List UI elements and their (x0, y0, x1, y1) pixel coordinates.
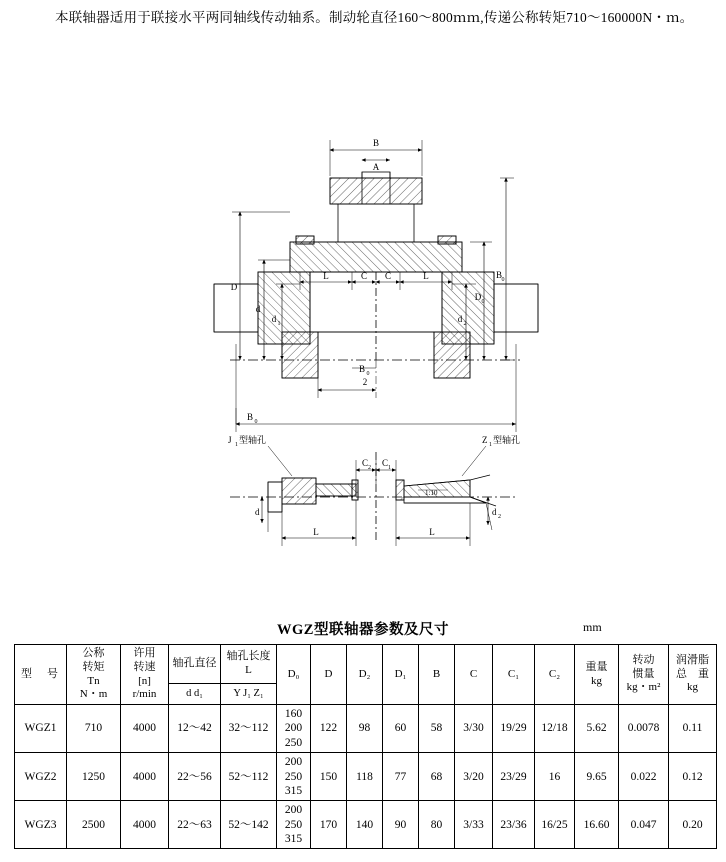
cell-inertia: 0.047 (619, 801, 669, 849)
cell-D: 170 (311, 801, 347, 849)
cell-torque: 710 (67, 705, 121, 753)
cell-C1: 23/36 (493, 801, 535, 849)
svg-text:B: B (372, 138, 380, 148)
subheader-bore-len: Y J₁ Z₁ (221, 683, 277, 704)
header-weight-l1: 重量 (585, 660, 608, 673)
table-row (15, 801, 717, 849)
cell-weight: 9.65 (575, 753, 619, 801)
cell-bore-dia: 12～42 (169, 705, 221, 753)
svg-text:2: 2 (362, 377, 368, 387)
header-speed-l4: r/min (132, 688, 157, 701)
svg-text:0: 0 (254, 419, 258, 425)
svg-text:D: D (474, 292, 482, 302)
svg-text:0: 0 (501, 277, 505, 283)
cell-C: 3/30 (455, 705, 493, 753)
header-D1: D₁ (383, 645, 419, 705)
svg-text:1: 1 (277, 321, 281, 327)
cell-D: 122 (311, 705, 347, 753)
cell-C1: 23/29 (493, 753, 535, 801)
svg-text:型轴孔: 型轴孔 (239, 435, 267, 445)
header-grease-l1: 润滑脂 (676, 653, 709, 666)
header-D: D (311, 645, 347, 705)
cell-C: 3/20 (455, 753, 493, 801)
svg-text:D: D (230, 282, 238, 292)
cell-D0-line: 160 (284, 708, 303, 720)
svg-text:C: C (362, 458, 369, 468)
cell-D0-line: 250 (284, 736, 303, 749)
header-grease (669, 645, 717, 705)
svg-text:2: 2 (498, 514, 501, 520)
svg-text:1:10: 1:10 (425, 489, 438, 497)
svg-text:A: A (372, 162, 380, 172)
intro-paragraph (28, 8, 700, 29)
cell-speed: 4000 (121, 753, 169, 801)
cell-grease: 0.20 (669, 801, 717, 849)
svg-text:L: L (323, 271, 329, 281)
svg-text:B: B (358, 364, 366, 374)
header-C2: C₂ (535, 645, 575, 705)
cell-D1: 77 (383, 753, 419, 801)
cell-C1: 19/29 (493, 705, 535, 753)
cell-weight: 5.62 (575, 705, 619, 753)
intro-text: 本联轴器适用于联接水平两同轴线传动轴系。制动轮直径160～800ｍｍ,传递公称转矩710～160000N・ｍ。 (55, 10, 694, 25)
cell-D0 (277, 801, 311, 849)
table-unit-label: mm (583, 620, 602, 634)
cell-D: 150 (311, 753, 347, 801)
header-weight (575, 645, 619, 705)
cell-C: 3/33 (455, 801, 493, 849)
cell-torque: 1250 (67, 753, 121, 801)
cell-inertia: 0.022 (619, 753, 669, 801)
svg-text:2: 2 (368, 465, 371, 471)
cell-bore-dia: 22～63 (169, 801, 221, 849)
cell-model: WGZ2 (15, 753, 67, 801)
cell-D0-line: 315 (284, 833, 303, 845)
cell-B: 68 (419, 753, 455, 801)
header-D2: D₂ (347, 645, 383, 705)
cell-speed: 4000 (121, 705, 169, 753)
header-inertia-l2: 惯量 (632, 667, 655, 680)
svg-text:2: 2 (463, 321, 467, 327)
header-torque-l2: 转矩 (82, 660, 105, 673)
svg-text:d: d (255, 304, 261, 314)
header-grease-l3: kg (687, 681, 698, 694)
table-row (15, 705, 717, 753)
header-grease-l2: 总 重 (676, 667, 709, 680)
cell-D2: 118 (347, 753, 383, 801)
cell-grease: 0.12 (669, 753, 717, 801)
cell-bore-dia: 22～56 (169, 753, 221, 801)
cell-D1: 60 (383, 705, 419, 753)
header-bore-len-l1: 轴孔长度 (226, 650, 271, 662)
header-C: C (455, 645, 493, 705)
svg-text:L: L (423, 271, 429, 281)
cell-B: 58 (419, 705, 455, 753)
svg-text:C: C (384, 271, 392, 281)
technical-drawing (0, 60, 726, 615)
svg-text:d: d (271, 314, 277, 324)
header-torque (67, 645, 121, 705)
cell-D0-line: 250 (284, 770, 303, 783)
svg-text:B: B (495, 270, 503, 280)
svg-text:C: C (360, 271, 368, 281)
cell-D0-line: 200 (284, 722, 303, 735)
header-D0: D₀ (277, 645, 311, 705)
cell-D0-line: 200 (284, 804, 303, 817)
svg-text:1: 1 (235, 442, 238, 448)
cell-bore-len: 52～112 (221, 753, 277, 801)
header-torque-l3: Tn (87, 674, 100, 687)
cell-torque: 2500 (67, 801, 121, 849)
cell-model: WGZ3 (15, 801, 67, 849)
cell-D0 (277, 705, 311, 753)
header-speed-l1: 许用 (133, 647, 156, 659)
table-row (15, 753, 717, 801)
cell-bore-len: 52～142 (221, 801, 277, 849)
cell-D2: 140 (347, 801, 383, 849)
header-inertia-l3: kg・m² (626, 681, 661, 694)
svg-text:C: C (382, 458, 389, 468)
cell-bore-len: 32～112 (221, 705, 277, 753)
svg-text:d: d (457, 314, 463, 324)
header-bore-len (221, 645, 277, 684)
cell-D0 (277, 753, 311, 801)
header-speed-l2: 转速 (133, 660, 156, 673)
table-body (15, 705, 717, 849)
header-bore-len-l2: L (245, 663, 252, 676)
cell-C2: 12/18 (535, 705, 575, 753)
header-model: 型 号 (15, 645, 67, 705)
header-B: B (419, 645, 455, 705)
cell-D0-line: 200 (284, 756, 303, 769)
svg-text:L: L (429, 527, 435, 537)
cell-C2: 16/25 (535, 801, 575, 849)
cell-B: 80 (419, 801, 455, 849)
svg-text:1: 1 (489, 442, 492, 448)
cell-weight: 16.60 (575, 801, 619, 849)
cell-C2: 16 (535, 753, 575, 801)
svg-text:B: B (246, 412, 254, 422)
cell-speed: 4000 (121, 801, 169, 849)
svg-text:0: 0 (366, 371, 370, 377)
cell-D0-line: 250 (284, 818, 303, 831)
header-inertia-l1: 转动 (632, 653, 655, 666)
header-inertia (619, 645, 669, 705)
svg-text:L: L (313, 527, 319, 537)
svg-text:1: 1 (388, 465, 391, 471)
svg-text:0: 0 (481, 299, 485, 305)
header-C1: C₁ (493, 645, 535, 705)
subheader-bore-dia: d d₁ (169, 683, 221, 704)
header-torque-l4: N・m (79, 688, 108, 701)
j1-bore-label: J (228, 435, 232, 445)
table-header-row (15, 645, 717, 684)
header-speed (121, 645, 169, 705)
svg-text:型轴孔: 型轴孔 (493, 435, 521, 445)
cell-grease: 0.11 (669, 705, 717, 753)
spec-table (14, 644, 717, 849)
cell-inertia: 0.0078 (619, 705, 669, 753)
header-torque-l1: 公称 (82, 647, 105, 659)
z1-bore-label: Z (482, 435, 488, 445)
header-bore-dia: 轴孔直径 (169, 645, 221, 684)
header-weight-l2: kg (591, 674, 602, 687)
cell-D0-line: 315 (284, 784, 303, 797)
svg-text:d: d (255, 507, 260, 517)
svg-text:d: d (492, 507, 497, 517)
cell-model: WGZ1 (15, 705, 67, 753)
cell-D1: 90 (383, 801, 419, 849)
table-title: WGZ型联轴器参数及尺寸 (277, 622, 449, 638)
cell-D2: 98 (347, 705, 383, 753)
header-speed-l3: [n] (138, 674, 151, 687)
